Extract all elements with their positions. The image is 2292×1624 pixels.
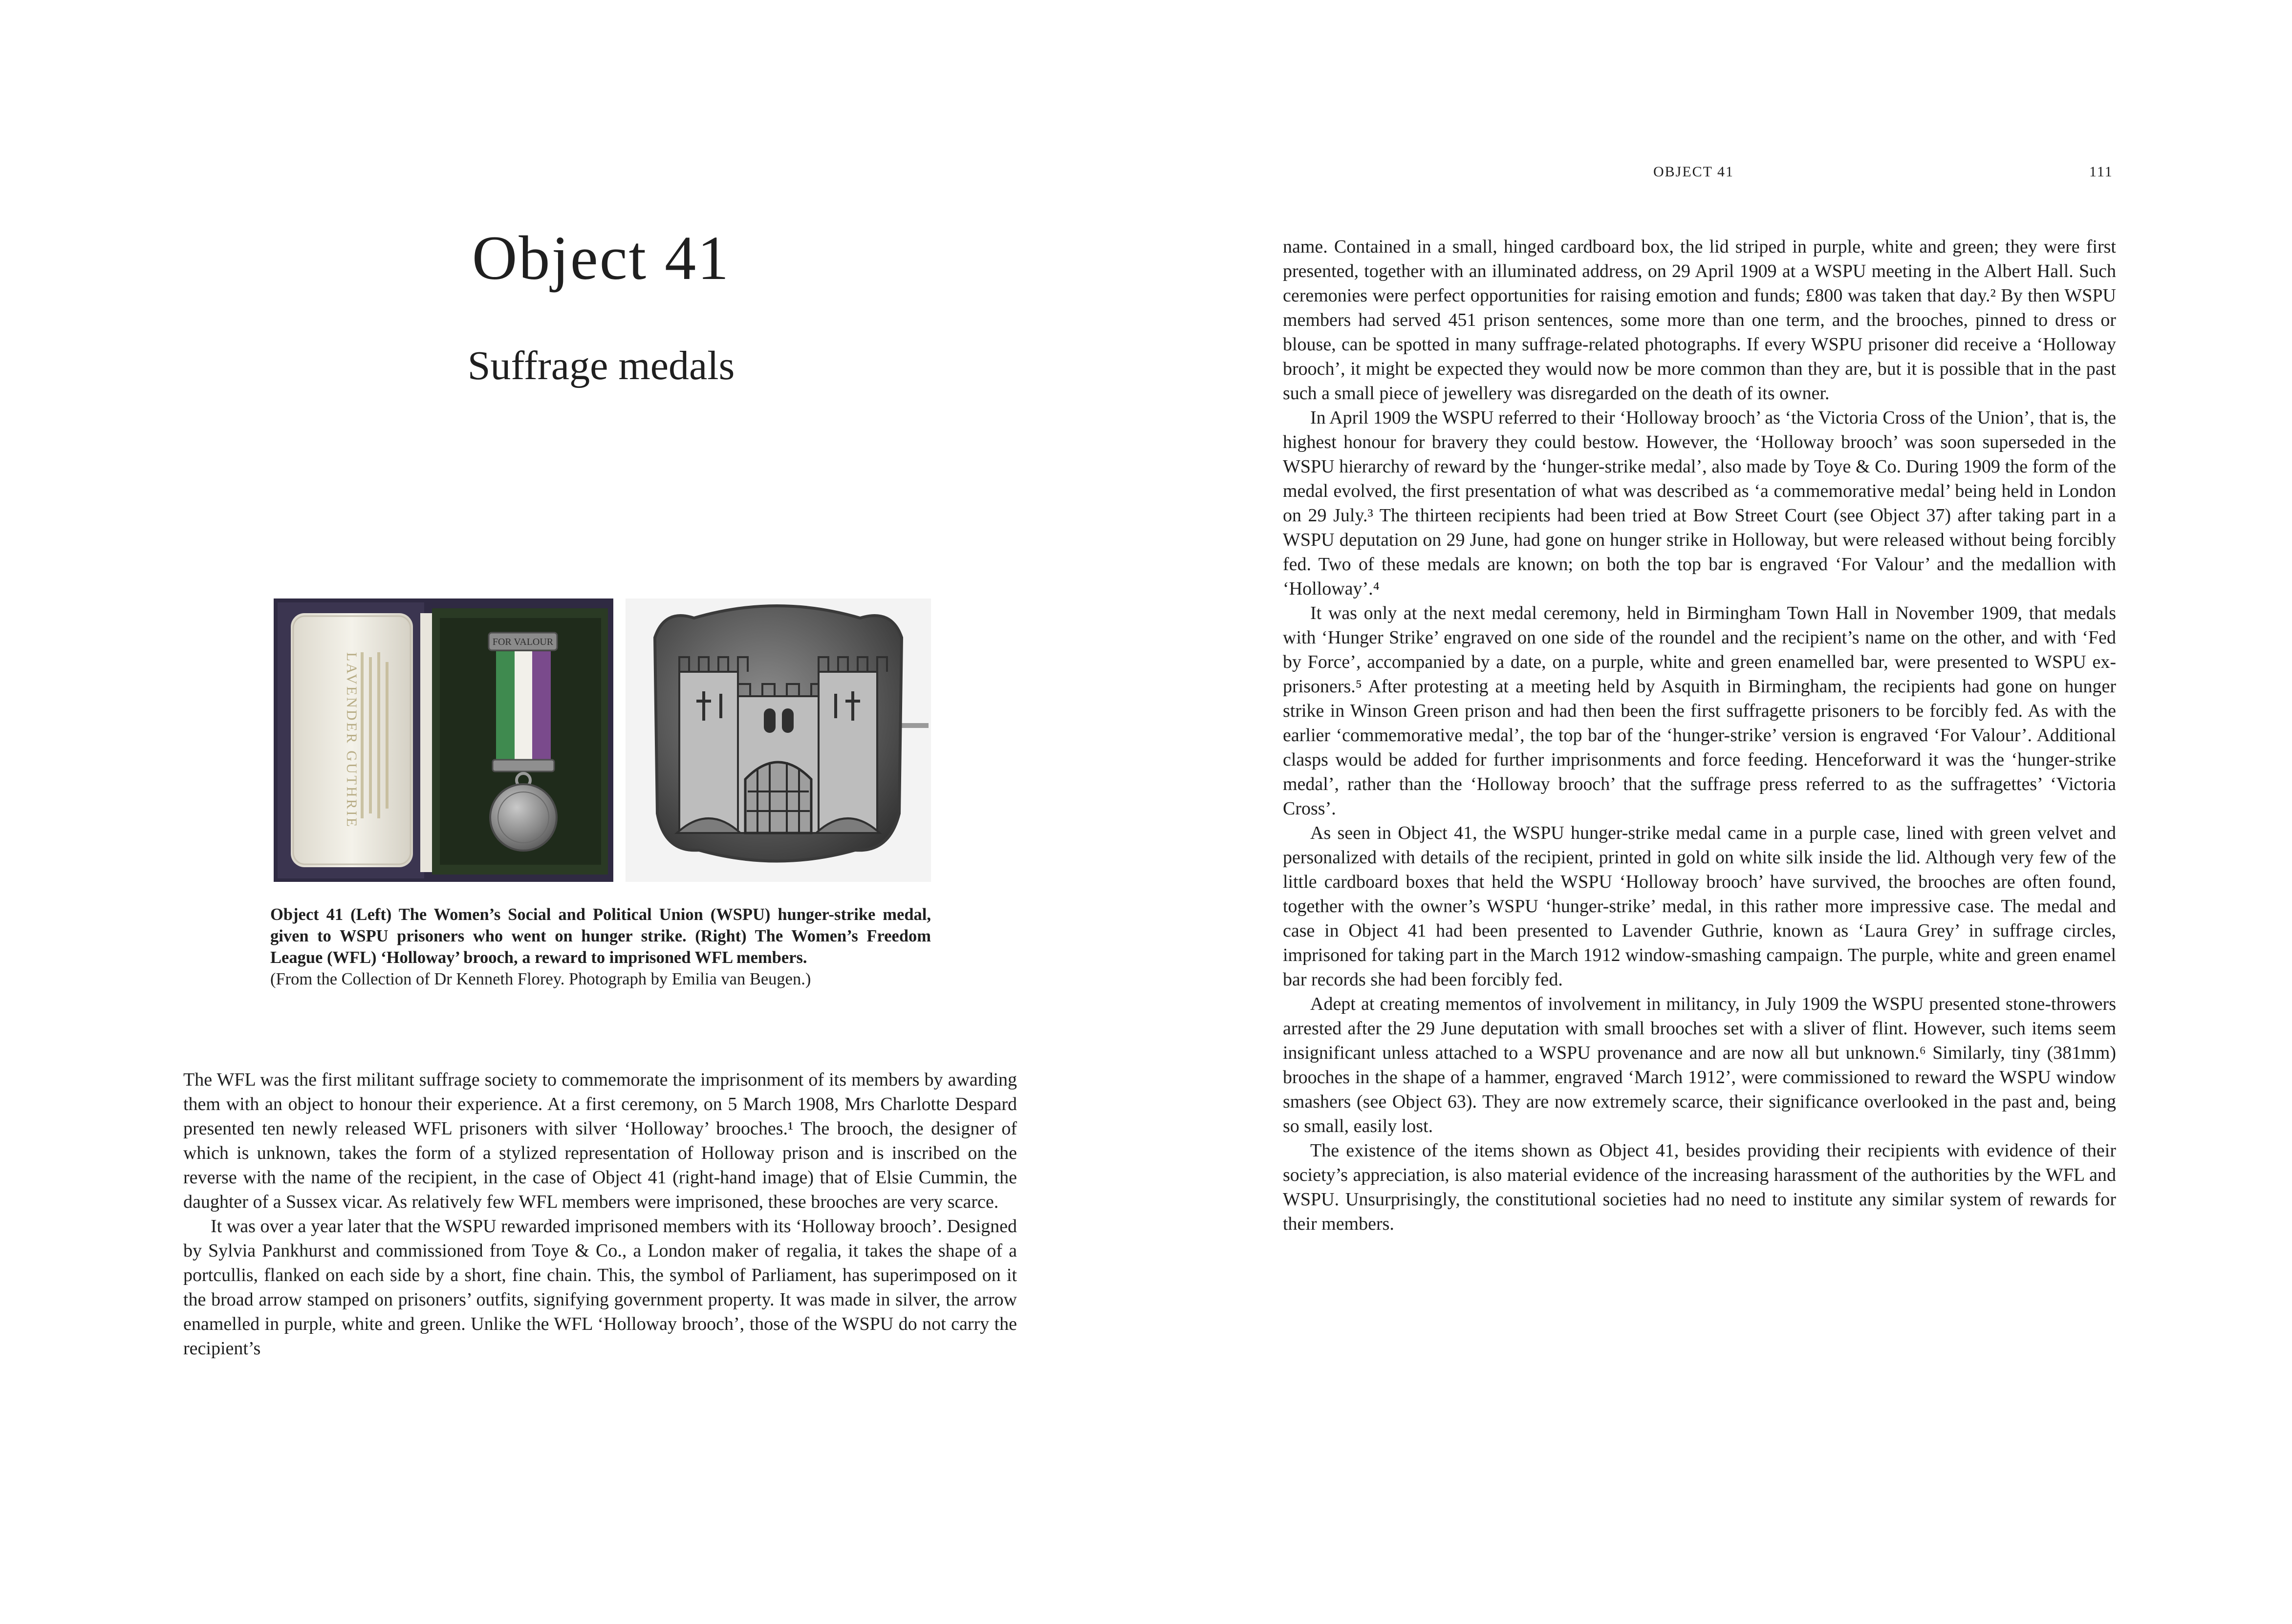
- medal-bar-text: FOR VALOUR: [492, 637, 554, 647]
- caption-credit: (From the Collection of Dr Kenneth Florey. Photograph by Emilia van Beugen.): [270, 970, 811, 988]
- page-subtitle: Suffrage medals: [467, 343, 735, 388]
- caption-main: Object 41 (Left) The Women’s Social and Political Union (WSPU) hunger-strike medal, given to WSPU prisoners who went on hunger strike. (Right) The Women’s Freedom League (WFL) ‘Holloway’ brooch, a reward to imprisoned WFL members.: [270, 905, 931, 967]
- body-paragraph: As seen in Object 41, the WSPU hunger-strike medal came in a purple case, lined with green velvet and personalized with details of the recipient, printed in gold on white silk inside the lid. Although very few of the little cardboard boxes that held the WSPU ‘Holloway brooch’ have survived, the brooches are often found, together with the owner’s WSPU ‘hunger-strike’ medal, in this rather more impressive case. The medal and case in Object 41 had been presented to Lavender Guthrie, known as ‘Laura Grey’ in suffrage circles, imprisoned for taking part in the March 1912 window-smashing campaign. The purple, white and green enamel bar records she had been forcibly fed.: [1283, 823, 2116, 990]
- right-page: [1146, 0, 2292, 1624]
- case-label-text: LAVENDER GUTHRIE: [344, 652, 360, 829]
- body-paragraph: Adept at creating mementos of involvement in militancy, in July 1909 the WSPU presented stone-throwers arrested after the 29 June deputation with small brooches set with a sliver of flint. However, such items seem insignificant unless attached to a WSPU provenance and are now all but unknown.⁶ Similarly, tiny (381mm) brooches in the shape of a hammer, engraved ‘March 1912’, were commissioned to reward the WSPU window smashers (see Object 63). They are now extremely scarce, their significance overlooked in the past and, being so small, easily lost.: [1283, 994, 2116, 1136]
- body-paragraph: The WFL was the first militant suffrage society to commemorate the imprisonment of its members by awarding them with an object to honour their experience. At a first ceremony, on 5 March 1908, Mrs Charlotte Despard presented ten newly released WFL prisoners with silver ‘Holloway’ brooches.¹ The brooch, the designer of which is unknown, takes the form of a stylized representation of Holloway prison and is inscribed on the reverse with the name of the recipient, in the case of Object 41 (right-hand image) that of Elsie Cummin, the daughter of a Sussex vicar. As relatively few WFL members were imprisoned, these brooches are very scarce.: [183, 1069, 1017, 1212]
- running-head: OBJECT 41: [1653, 164, 1734, 180]
- body-paragraph: It was over a year later that the WSPU rewarded imprisoned members with its ‘Holloway brooch’. Designed by Sylvia Pankhurst and commissioned from Toye & Co., a London maker of regalia, it takes the shape of a portcullis, flanked on each side by a short, fine chain. This, the symbol of Parliament, has superimposed on it the broad arrow stamped on prisoners’ outfits, signifying government property. It was made in silver, the arrow enamelled in purple, white and green. Unlike the WFL ‘Holloway brooch’, those of the WSPU do not carry the recipient’s: [183, 1216, 1017, 1359]
- body-paragraph: In April 1909 the WSPU referred to their ‘Holloway brooch’ as ‘the Victoria Cross of the Union’, that is, the highest honour for bravery they could bestow. However, the ‘Holloway brooch’ was soon superseded in the WSPU hierarchy of reward by the ‘hunger-strike medal’, also made by Toye & Co. During 1909 the form of the medal evolved, the first presentation of what was described as ‘a commemorative medal’ being held in London on 29 July.³ The thirteen recipients had been tried at Bow Street Court (see Object 37) after taking part in a WSPU deputation on 29 June, had gone on hunger strike in Holloway, but were released without being forcibly fed. Two of these medals are known; on both the top bar is engraved ‘For Valour’ and the medallion with ‘Holloway’.⁴: [1283, 407, 2116, 599]
- left-body-text: [183, 1068, 1017, 1361]
- figure-caption: [270, 904, 931, 990]
- holloway-brooch-image: [626, 598, 931, 882]
- page-title: Object 41: [472, 223, 731, 293]
- right-body-text: [1283, 235, 2116, 1236]
- figure-images: [274, 598, 931, 882]
- body-paragraph: name. Contained in a small, hinged cardboard box, the lid striped in purple, white and green; they were first presented, together with an illuminated address, on 29 April 1909 at a WSPU meeting in the Albert Hall. Such ceremonies were perfect opportunities for raising emotion and funds; £800 was taken that day.² By then WSPU members had served 451 prison sentences, some more than one term, and the brooches, pinned to dress or blouse, can be spotted in many suffrage-related photographs. If every WSPU prisoner did receive a ‘Holloway brooch’, it might be expected they would now be more common than they are, but it is possible that in the past such a small piece of jewellery was disregarded on the death of its owner.: [1283, 236, 2116, 404]
- page-number: 111: [2089, 164, 2113, 180]
- hunger-strike-medal-image: [274, 598, 613, 882]
- body-paragraph: The existence of the items shown as Object 41, besides providing their recipients with evidence of their society’s appreciation, is also material evidence of the increasing harassment of the authorities by the WFL and WSPU. Unsurprisingly, the constitutional societies had no need to institute any similar system of rewards for their members.: [1283, 1140, 2116, 1234]
- body-paragraph: It was only at the next medal ceremony, held in Birmingham Town Hall in November 1909, that medals with ‘Hunger Strike’ engraved on one side of the roundel and the recipient’s name on the other, and with ‘Fed by Force’, accompanied by a date, on a purple, white and green enamelled bar, were presented to WSPU ex-prisoners.⁵ After protesting at a meeting held by Asquith in Birmingham, the recipients had gone on hunger strike in Winson Green prison and had then been the first suffragette prisoners to be forcibly fed. As with the earlier ‘commemorative medal’, the top bar of the ‘hunger-strike’ version is engraved ‘For Valour’. Additional clasps would be added for further imprisonments and force feeding. Henceforward it was the ‘hunger-strike medal’, rather than the ‘Holloway brooch’ that the suffrage press referred to as the suffragettes’ ‘Victoria Cross’.: [1283, 603, 2116, 819]
